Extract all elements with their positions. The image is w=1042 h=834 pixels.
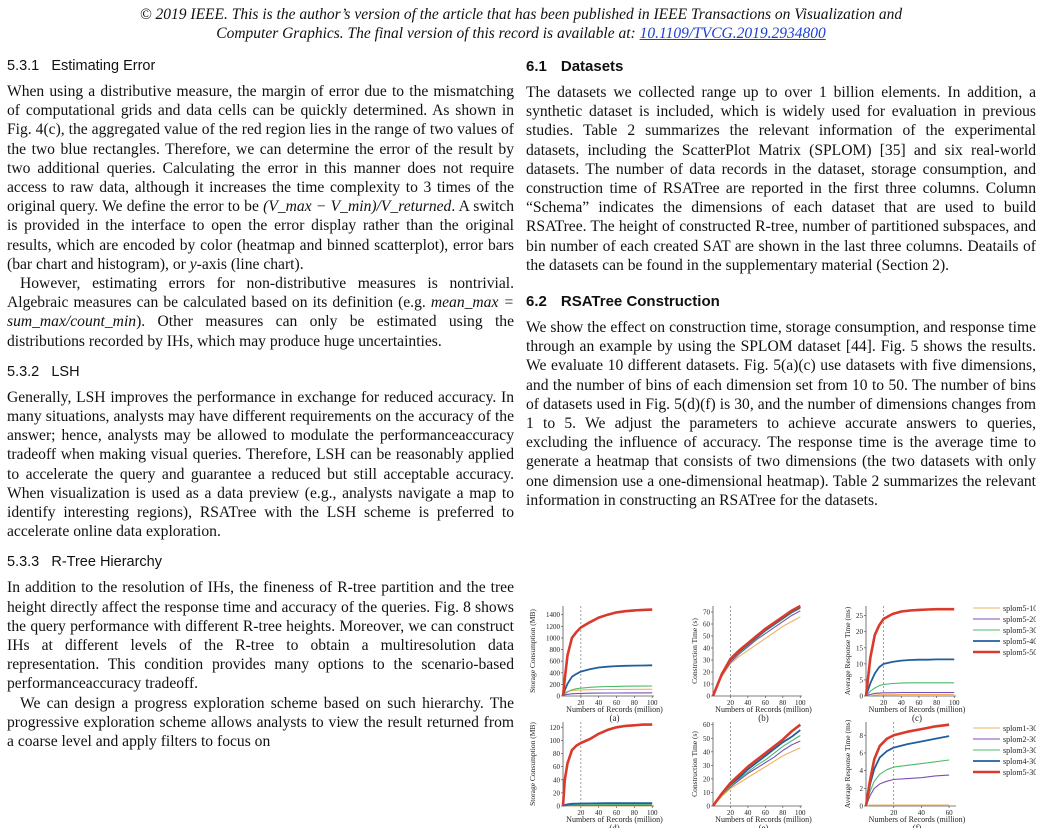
x-axis-label: Numbers of Records (million) [566,815,663,824]
section-title: Estimating Error [51,58,156,74]
legend-label: splom3-30 [1003,746,1036,755]
y-tick-label: 0 [556,692,560,701]
legend-label: splom4-30 [1003,757,1036,766]
section-number: 5.3.3 [7,554,40,571]
y-tick-label: 60 [553,763,560,772]
section-6-1-heading [526,58,1036,75]
y-tick-label: 40 [703,644,710,653]
x-tick-label: 40 [595,699,603,707]
y-tick-label: 70 [703,608,710,617]
series-line-splom5-40 [866,659,954,696]
x-tick-label: 20 [880,699,888,707]
section-6-2-heading [526,293,1036,310]
chart-panel-d [528,722,663,828]
section-number: 6.2 [526,293,547,311]
y-tick-label: 20 [703,775,710,784]
legend-label: splom5-30 [1003,626,1036,635]
x-tick-label: 20 [726,809,734,817]
y-tick-label: 0 [859,692,863,701]
chart-panel-a [528,606,663,723]
x-axis-label: Numbers of Records (million) [868,815,966,824]
x-tick-label: 80 [779,809,787,817]
y-tick-label: 10 [856,660,863,669]
series-line-splom2-30 [866,775,949,806]
y-tick-label: 60 [703,620,710,629]
paragraph-non-distributive [7,274,514,351]
right-column [526,58,1036,510]
y-axis-label: Average Response Time (ms) [843,719,852,809]
paragraph-estimating-error [7,82,514,274]
x-tick-label: 60 [915,699,923,707]
y-axis-label: Construction Time (s) [690,731,699,797]
y-tick-label: 5 [859,676,863,685]
legend-label: splom5-50 [1003,648,1036,657]
y-tick-label: 50 [703,632,710,641]
panel-label: (a) [609,713,620,723]
y-tick-label: 30 [703,761,710,770]
x-tick-label: 40 [744,809,752,817]
y-tick-label: 50 [703,734,710,743]
y-tick-label: 40 [703,748,710,757]
text-run: ). Other measures can only be estimated using the distributions recorded by IHs, which may produce huge uncertainties. [7,313,514,350]
series-line-splom5-50 [563,610,652,696]
chart-panel-c [843,606,966,723]
legend-top [973,604,1036,657]
y-tick-label: 400 [549,669,560,678]
x-axis-label: Numbers of Records (million) [715,705,812,714]
chart-panel-b [690,606,812,723]
y-tick-label: 80 [553,750,560,758]
panel-label: (c) [912,713,922,723]
y-tick-label: 25 [856,612,863,621]
section-5-3-1-heading [7,58,514,74]
x-tick-label: 100 [948,699,960,707]
text-run: -axis (line chart). [196,255,304,273]
series-line-splom5-40 [563,665,652,696]
y-tick-label: 20 [856,628,863,637]
y-tick-label: 120 [549,723,560,732]
series-line-splom5-20 [563,693,652,696]
text-run: When using a distributive measure, the margin of error due to the mismatching of computational grids and data cells can be quickly determined. As shown in Fig. 4(c), the aggregated value of the red region lies in the range of two values of the two blue rectangles. Therefore, we can determine the error of the result by two additional queries. Calculating the error in this manner does not require access to raw data, although it increases the time complexity to 3 times of the original query. We define the error to be [7,83,514,216]
x-tick-label: 60 [945,809,953,817]
y-tick-label: 10 [703,680,710,689]
x-tick-label: 60 [761,809,769,817]
section-title: R-Tree Hierarchy [51,554,162,571]
y-tick-label: 20 [703,668,710,677]
x-tick-label: 100 [795,699,806,707]
y-tick-label: 8 [859,731,863,740]
y-tick-label: 100 [549,736,560,745]
section-title: Datasets [560,58,624,75]
paragraph-progressive: We can design a progress exploration scheme based on such hierarchy. The progressive exploration scheme allows analysts to view the result returned from a coarse level and apply filters to focus on [7,694,514,751]
y-tick-label: 10 [703,788,710,797]
legend-label: splom5-30 [1003,768,1036,777]
y-tick-label: 20 [553,789,560,798]
text-run: However, estimating errors for non-distributive measures is nontrivial. Algebraic measures can be calculated based on its definition (e.g. [7,275,514,312]
series-line-splom5-40 [713,607,800,696]
legend-label: splom5-10 [1003,604,1036,613]
series-line-splom3-30 [713,736,800,807]
copyright-line-2 [0,24,1042,43]
y-tick-label: 15 [856,644,863,653]
mean-formula: mean_max = sum_max/count_min [7,294,514,331]
x-axis-label: Numbers of Records (million) [566,705,663,714]
chart-panel-f [843,719,966,828]
chart-panel-e [690,721,812,828]
section-title: RSATree Construction [560,293,720,311]
panel-label: (f) [912,823,922,828]
x-tick-label: 60 [613,699,621,707]
series-line-splom1-30 [713,748,800,806]
y-tick-label: 200 [549,680,560,689]
x-axis-label: Numbers of Records (million) [868,705,966,714]
panel-label: (e) [758,823,769,828]
series-line-splom5-30 [563,725,652,806]
x-tick-label: 40 [744,699,752,707]
section-5-3-2-heading [7,364,514,380]
x-tick-label: 20 [577,809,585,817]
y-tick-label: 60 [703,721,710,730]
x-tick-label: 20 [726,699,734,707]
legend-label: splom2-30 [1003,735,1036,744]
x-tick-label: 40 [897,699,905,707]
x-tick-label: 80 [630,809,638,817]
legend-bottom [973,724,1036,777]
copyright-line-2-text: Computer Graphics. The final version of this record is available at: [216,25,640,42]
y-tick-label: 1200 [546,622,560,631]
y-tick-label: 0 [706,802,710,811]
paragraph-lsh: Generally, LSH improves the performance in exchange for reduced accuracy. In many situations, analysts may have different requirements on the accuracy of the answer; hence, analysts may be allowed to modulate the performanceaccuracy tradeoff when making visual queries. Therefore, LSH can be reasonably applied to accelerate the query and guarantee a reduced but still acceptable accuracy. When visualization is used as a data preview (e.g., analysts navigate a map to identify interesting regions), RSATree with the LSH scheme is preferred to accelerate online data exploration. [7,388,514,541]
paragraph-construction: We show the effect on construction time, storage consumption, and response time through an example by using the SPLOM dataset [44]. Fig. 5 shows the results. We evaluate 10 different datasets. Fig. 5(a)(c) use datasets with five dimensions, and the number of bins of each dimension set from 10 to 50. The number of bins of datasets used in Fig. 5(d)(f) is 30, and the number of dimensions changes from 1 to 5. We adjust the parameters to achieve accurate answers to queries, excluding the influence of accuracy. The response time is the average time to generate a heatmap that consists of two dimensions (the two datasets with only one dimension use a one-dimensional heatmap). Table 2 summarizes the relevant information in constructing an RSATree for the datasets. [526,319,1036,509]
y-tick-label: 0 [859,802,863,811]
x-axis-label: Numbers of Records (million) [715,815,812,824]
x-tick-label: 60 [613,809,621,817]
legend-label: splom5-40 [1003,637,1036,646]
series-line-splom2-30 [713,741,800,806]
y-tick-label: 40 [553,776,560,785]
left-column [7,58,514,751]
y-tick-label: 0 [706,692,710,701]
figure-5 [526,596,1036,828]
section-title: LSH [51,363,80,380]
error-formula: (V_max − V_min)/V_returned [263,198,452,216]
x-tick-label: 20 [577,699,585,707]
x-tick-label: 100 [646,809,658,817]
legend-label: splom1-30 [1003,724,1036,733]
copyright-notice [0,0,1042,43]
x-tick-label: 40 [595,809,603,817]
series-line-splom5-10 [713,617,800,696]
panel-label: (b) [758,713,769,723]
panel-label: (d) [609,823,620,828]
y-tick-label: 1400 [546,611,560,620]
section-5-3-3-heading [7,554,514,570]
y-tick-label: 0 [556,802,560,811]
y-tick-label: 800 [549,646,560,655]
x-tick-label: 80 [933,699,941,707]
y-axis-label: Average Response Time (ms) [843,606,852,696]
y-symbol: y [189,255,197,273]
x-tick-label: 100 [795,809,806,817]
text-run: . A switch is provided in the interface to open the error display rather than the original results, which are encoded by color (heatmap and binned scatterplot), error bars (bar chart and histogram), or [7,198,514,273]
y-axis-label: Construction Time (s) [690,618,699,684]
y-tick-label: 30 [703,656,710,665]
doi-link[interactable]: 10.1109/TVCG.2019.2934800 [639,25,826,42]
x-tick-label: 20 [890,809,898,817]
figure-5-svg [526,596,1036,828]
x-tick-label: 80 [779,699,787,707]
series-line-splom3-30 [866,760,949,806]
paragraph-rtree: In addition to the resolution of IHs, the fineness of R-tree partition and the tree height directly affect the response time and accuracy of the queries. Fig. 8 shows the query performance with different R-tree heights. Moreover, we can construct IHs at different levels of the R-tree to obtain a multiresolution data representation. This condition provides many options to the scenario-based performanceaccuracy tradeoff. [7,579,514,693]
section-number: 6.1 [526,58,547,75]
y-axis-label: Storage Consumption (MB) [528,609,537,693]
y-axis-label: Storage Consumption (MB) [528,722,537,806]
x-tick-label: 80 [630,699,638,707]
x-tick-label: 100 [646,699,658,707]
series-line-splom5-30 [713,608,800,696]
series-line-splom2-30 [563,806,652,807]
y-tick-label: 4 [859,767,863,776]
section-number: 5.3.2 [7,363,40,380]
legend-label: splom5-20 [1003,615,1036,624]
y-tick-label: 2 [859,784,863,793]
paragraph-datasets: The datasets we collected range up to over 1 billion elements. In addition, a synthetic dataset is included, which is widely used for evaluation in previous studies. Table 2 summarizes the relevant information of the experimental datasets, including the ScatterPlot Matrix (SPLOM) [35] and six real-world datasets. The number of data records in the dataset, storage consumption, and construction time of RSATree are reported in the first three columns. Column “Schema” indicates the dimensions of each dataset that are used to build RSATree. The height of constructed R-tree, number of partitioned subspaces, and bin number of each created SAT are shown in the last three columns. Deatails of the datasets can be found in the supplementary material (Section 2). [526,84,1036,274]
copyright-line-1: © 2019 IEEE. This is the author’s version of the article that has been published in IEEE Transactions on Visualization and [139,6,903,23]
y-tick-label: 600 [549,657,560,666]
series-line-splom5-50 [713,606,800,696]
series-line-splom5-30 [563,686,652,696]
section-number: 5.3.1 [7,58,40,74]
x-tick-label: 60 [761,699,769,707]
y-tick-label: 6 [859,749,863,758]
y-tick-label: 1000 [546,634,560,643]
x-tick-label: 40 [917,809,925,817]
